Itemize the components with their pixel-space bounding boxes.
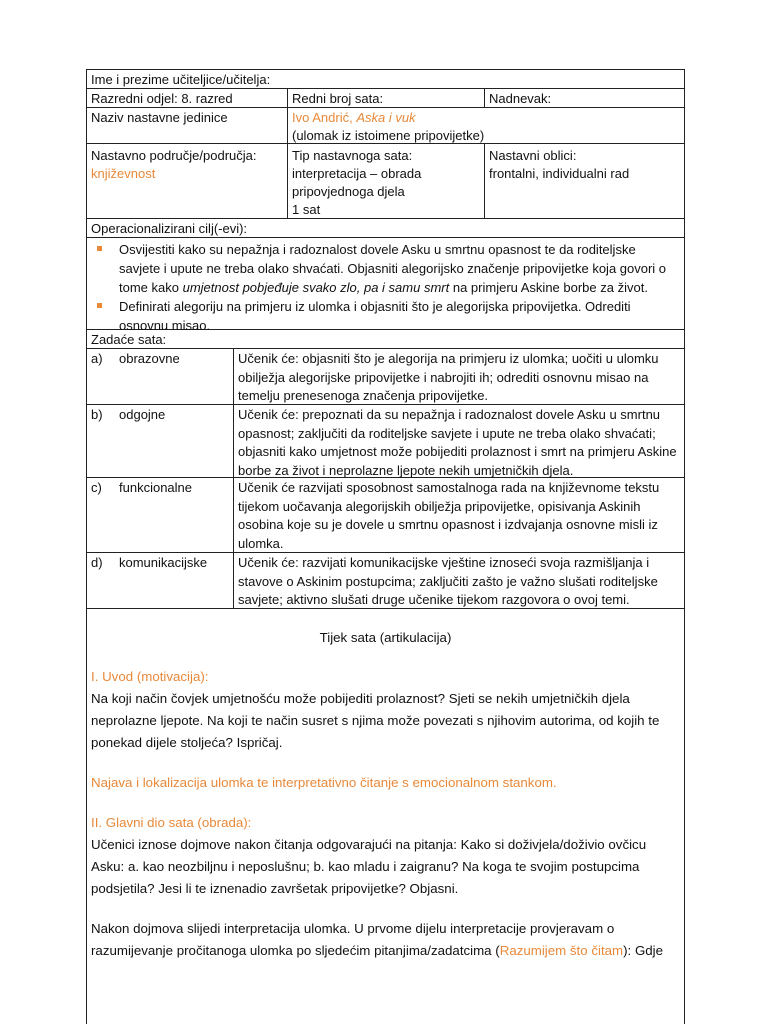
main-heading: II. Glavni dio sata (obrada):: [91, 815, 252, 830]
lesson-flow: [87, 627, 684, 962]
date-label: Nadnevak:: [484, 89, 684, 107]
area-row: [87, 144, 684, 219]
unit-note: (ulomak iz istoimene pripovijetke): [292, 128, 485, 143]
task-letter: c): [91, 480, 102, 495]
task-row-c: [87, 478, 684, 553]
area-label: Nastavno područje/područja:: [91, 148, 257, 163]
task-text: Učenik će: objasniti što je alegorija na primjeru iz ulomka; uočiti u ulomku obilježja alegorijske pripovijetke i nabrojiti ih; odrediti osnovnu misao na temelju prenesenoga značenja pripovijetke.: [233, 349, 684, 404]
goals-label: Operacionalizirani cilj(-evi):: [91, 221, 248, 236]
forms-cell: [484, 144, 684, 218]
unit-row: [87, 108, 684, 144]
task-letter: a): [91, 351, 103, 366]
unit-author: Ivo Andrić,: [292, 110, 357, 125]
type-label: Tip nastavnoga sata:: [292, 148, 413, 163]
area-cell: [87, 144, 287, 218]
task-name: odgojne: [119, 407, 166, 422]
forms-value: frontalni, individualni rad: [489, 166, 630, 181]
type-cell: [287, 144, 484, 218]
type-value: interpretacija – obrada pripovjednoga djela: [292, 166, 422, 199]
task-letter: d): [91, 555, 103, 570]
task-row-a: [87, 349, 684, 405]
goal-item: Definirati alegoriju na primjeru iz ulomka i objasniti što je alegorijska pripovijetka. Odrediti osnovnu misao.: [91, 297, 680, 335]
unit-value: [287, 108, 684, 143]
task-text: Učenik će razvijati sposobnost samostalnoga rada na književnome tekstu tijekom uočavanja alegorijskih obilježja pripovijetke, opisivanja Askinih osobina koje su je dovele u smrtnu opasnost i izdvajanja osnovne misli iz ulomka.: [233, 478, 684, 552]
task-row-b: [87, 405, 684, 478]
task-name: obrazovne: [119, 351, 180, 366]
type-hours: 1 sat: [292, 202, 321, 217]
tasks-label: Zadaće sata:: [91, 332, 167, 347]
forms-label: Nastavni oblici:: [489, 148, 577, 163]
goals-row: [87, 238, 684, 333]
goals-list: [91, 240, 680, 335]
unit-label: Naziv nastavne jedinice: [91, 110, 228, 125]
goal-item: Osvijestiti kako su nepažnja i radoznalost dovele Asku u smrtnu opasnost te da roditeljske savjete i upute ne treba olako shvaćati. Objasniti alegorijsko značenje pripovijetke koja govori o tome kako umjetnost pobjeđuje svako zlo, pa i samu smrt na primjeru Askine borbe za život.: [91, 240, 680, 297]
task-name: komunikacijske: [119, 555, 208, 570]
area-value: književnost: [91, 166, 156, 181]
main-text: Učenici iznose dojmove nakon čitanja odgovarajući na pitanja: Kako si doživjela/doživio ovčicu Asku: a. kao neozbiljnu i neposlušnu; b. kao mladu i zaigranu? Na koga te svojim postupcima podsjetila? Jesi li te iznenadio završetak pripovijetke? Objasni.: [91, 837, 647, 896]
teacher-row: [87, 70, 684, 89]
task-row-d: [87, 553, 684, 609]
goals-label-row: [87, 219, 684, 238]
task-letter: b): [91, 407, 103, 422]
goals-list-cell: [87, 238, 684, 333]
lesson-plan-document: [86, 69, 685, 1024]
textbook-section-ref: Razumijem što čitam: [499, 943, 624, 958]
grade-row: [87, 89, 684, 108]
interpretation-text: Nakon dojmova slijedi interpretacija ulomka. U prvome dijelu interpretacije provjeravam o razumijevanje pročitanoga ulomka po sljedećim pitanjima/zadatcima (Razumijem što čitam): Gdje: [91, 921, 664, 958]
announce-text: Najava i lokalizacija ulomka te interpretativno čitanje s emocionalnom stankom.: [91, 775, 557, 790]
task-text: Učenik će: razvijati komunikacijske vještine iznoseći svoja razmišljanja i stavove o Askinim postupcima; zaključiti zašto je važno slušati roditeljske savjete; aktivno slušati druge učenike tijekom razgovora o ovoj temi.: [233, 553, 684, 608]
flow-title: Tijek sata (artikulacija): [319, 630, 452, 645]
teacher-label: Ime i prezime učiteljice/učitelja:: [91, 72, 271, 87]
intro-text: Na koji način čovjek umjetnošću može pobijediti prolaznost? Sjeti se nekih umjetničkih djela neprolazne ljepote. Na koji te način susret s njima može povezati s njihovim autorima, od kojih te ponekad dijele stoljeća? Ispričaj.: [91, 691, 660, 750]
task-name: funkcionalne: [119, 480, 192, 495]
grade-label: Razredni odjel: 8. razred: [91, 91, 233, 106]
task-text: Učenik će: prepoznati da su nepažnja i radoznalost dovele Asku u smrtnu opasnost; zaključiti da roditeljske savjete i upute ne treba olako shvaćati; objasniti kako umjetnost može pobijediti prolaznost i smrt na primjeru Askine borbe za život i neprolazne ljepote nekih umjetničkih djela.: [233, 405, 684, 477]
unit-title: Aska i vuk: [356, 110, 416, 125]
lesson-number-label: Redni broj sata:: [287, 89, 484, 107]
intro-heading: I. Uvod (motivacija):: [91, 669, 209, 684]
